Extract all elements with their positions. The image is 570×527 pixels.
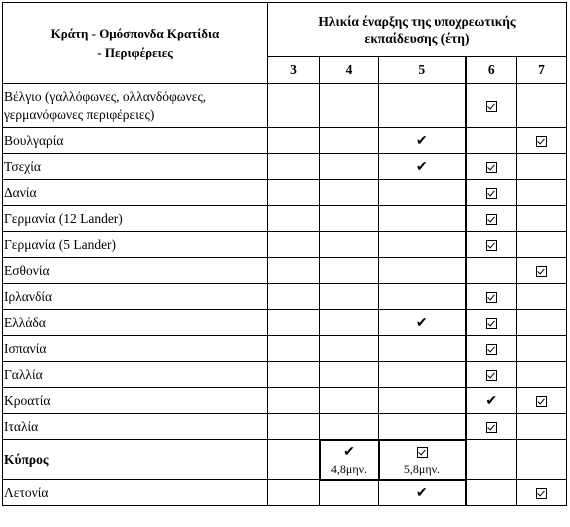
- age-5-cell: [379, 84, 466, 128]
- checkmark-icon: ✔: [343, 444, 355, 460]
- country-name-cell: [3, 440, 268, 480]
- country-name: Γερμανία (5 Lander): [4, 236, 117, 252]
- country-name: Δανία: [4, 184, 37, 200]
- age-4-cell: [320, 84, 379, 128]
- age-5-cell: [379, 388, 466, 414]
- age-7-cell: [517, 128, 567, 154]
- age-5-cell: [379, 414, 466, 440]
- country-name-cell: [3, 206, 268, 232]
- table-row: [3, 480, 567, 506]
- age-7-cell: [517, 154, 567, 180]
- checked-box-icon: [486, 318, 497, 329]
- table-row: [3, 128, 567, 154]
- age-3-cell: [268, 232, 320, 258]
- checked-box-icon: [486, 101, 497, 112]
- country-name-cell: [3, 84, 268, 128]
- age-3-cell: [268, 154, 320, 180]
- age-5-header: 5: [379, 57, 466, 84]
- checked-box-icon: [486, 344, 497, 355]
- age-7-cell: [517, 84, 567, 128]
- countries-header-line1: Κράτη - Ομόσπονδα Κρατίδια: [50, 26, 220, 41]
- table-row: [3, 440, 567, 480]
- table-row: [3, 414, 567, 440]
- country-name: Ιταλία: [4, 418, 39, 434]
- age-7-cell: [517, 232, 567, 258]
- age-note: 5,8μην.: [403, 461, 441, 476]
- table-row: [3, 180, 567, 206]
- age-4-cell: [320, 154, 379, 180]
- age-5-cell: [379, 480, 466, 506]
- age-3-cell: [268, 84, 320, 128]
- age-7-cell: [517, 258, 567, 284]
- age-7-cell: [517, 310, 567, 336]
- country-name: Κύπρος: [4, 451, 49, 467]
- age-7-cell: [517, 180, 567, 206]
- age-3-cell: [268, 414, 320, 440]
- age-6-header: 6: [466, 57, 517, 84]
- countries-header-line2: - Περιφέρειες: [97, 45, 173, 60]
- table-row: [3, 336, 567, 362]
- age-3-cell: [268, 284, 320, 310]
- age-7-cell: [517, 388, 567, 414]
- age-3-cell: [268, 480, 320, 506]
- country-name-cell: [3, 362, 268, 388]
- age-7-cell: [517, 414, 567, 440]
- age-7-cell: [517, 206, 567, 232]
- age-3-cell: [268, 336, 320, 362]
- checked-box-icon: [486, 422, 497, 433]
- country-name-cell: [3, 258, 268, 284]
- checked-box-icon: [536, 266, 547, 277]
- checked-box-icon: [417, 447, 428, 458]
- age-5-cell: [379, 362, 466, 388]
- age-note: 4,8μην.: [330, 461, 368, 476]
- age-4-cell: [320, 414, 379, 440]
- age-6-cell: [466, 128, 517, 154]
- table-row: [3, 258, 567, 284]
- age-6-cell: [466, 362, 517, 388]
- checkmark-icon: ✔: [415, 315, 428, 331]
- age-6-cell: [466, 206, 517, 232]
- age-4-cell: [320, 128, 379, 154]
- country-name: Λετονία: [4, 484, 49, 500]
- checked-box-icon: [486, 292, 497, 303]
- age-3-cell: [268, 180, 320, 206]
- age-6-cell: [466, 232, 517, 258]
- age-3-cell: [268, 388, 320, 414]
- age-5-cell: [379, 284, 466, 310]
- age-7-cell: [517, 440, 567, 480]
- age-7-cell: [517, 336, 567, 362]
- country-name: Γαλλία: [4, 366, 43, 382]
- table-row: [3, 84, 567, 128]
- age-3-cell: [268, 310, 320, 336]
- age-4-cell: [320, 388, 379, 414]
- countries-header: [3, 3, 268, 84]
- table-row: [3, 206, 567, 232]
- country-name-cell: [3, 414, 268, 440]
- checked-box-icon: [486, 370, 497, 381]
- age-5-cell: [379, 180, 466, 206]
- checkmark-icon: ✔: [415, 159, 428, 175]
- age-5-cell: [379, 440, 466, 480]
- country-name-line1: Βέλγιο (γαλλόφωνες, ολλανδόφωνες,: [4, 88, 207, 104]
- country-name: Εσθονία: [4, 262, 50, 278]
- checkmark-icon: ✔: [485, 393, 498, 409]
- age-3-cell: [268, 206, 320, 232]
- age-7-header: 7: [517, 57, 567, 84]
- age-6-cell: [466, 180, 517, 206]
- age-4-cell: [320, 480, 379, 506]
- age-6-cell: [466, 336, 517, 362]
- country-name-line2: γερμανόφωνες περιφέρειες): [4, 106, 155, 122]
- age-4-cell: [320, 284, 379, 310]
- age-group-header-line1: Ηλικία έναρξης της υποχρεωτικής: [318, 13, 516, 29]
- age-5-cell: [379, 128, 466, 154]
- age-5-cell: [379, 232, 466, 258]
- country-name: Ισπανία: [4, 340, 47, 356]
- checked-box-icon: [486, 162, 497, 173]
- country-name: Κροατία: [4, 392, 51, 408]
- country-name-cell: [3, 232, 268, 258]
- checked-box-icon: [486, 188, 497, 199]
- age-4-cell: [320, 180, 379, 206]
- country-name-cell: [3, 154, 268, 180]
- age-3-cell: [268, 258, 320, 284]
- age-5-cell: [379, 258, 466, 284]
- country-name-cell: [3, 480, 268, 506]
- age-6-cell: [466, 258, 517, 284]
- age-6-cell: [466, 284, 517, 310]
- country-name-cell: [3, 128, 268, 154]
- table-row: [3, 154, 567, 180]
- age-4-cell: [320, 258, 379, 284]
- age-5-cell: [379, 310, 466, 336]
- country-name-cell: [3, 388, 268, 414]
- age-6-cell: [466, 84, 517, 128]
- age-3-cell: [268, 440, 320, 480]
- country-name-cell: [3, 180, 268, 206]
- checked-box-icon: [536, 488, 547, 499]
- checkmark-icon: ✔: [415, 485, 428, 501]
- age-4-header: 4: [320, 57, 379, 84]
- age-5-cell: [379, 154, 466, 180]
- checkmark-icon: ✔: [415, 133, 428, 149]
- country-name-cell: [3, 310, 268, 336]
- age-4-cell: [320, 310, 379, 336]
- table-row: [3, 232, 567, 258]
- table-row: [3, 362, 567, 388]
- country-name: Ελλάδα: [4, 314, 46, 330]
- age-4-cell: [320, 232, 379, 258]
- checked-box-icon: [536, 136, 547, 147]
- checked-box-icon: [486, 240, 497, 251]
- age-group-header-line2: εκπαίδευσης (έτη): [364, 30, 470, 46]
- table-row: [3, 388, 567, 414]
- age-3-cell: [268, 362, 320, 388]
- compulsory-education-table: [2, 2, 567, 506]
- country-name-cell: [3, 284, 268, 310]
- country-name: Γερμανία (12 Lander): [4, 210, 123, 226]
- age-6-cell: [466, 154, 517, 180]
- checked-box-icon: [486, 214, 497, 225]
- age-5-cell: [379, 336, 466, 362]
- age-4-cell: [320, 362, 379, 388]
- age-6-cell: [466, 388, 517, 414]
- age-3-cell: [268, 128, 320, 154]
- table-row: [3, 284, 567, 310]
- age-group-header: [268, 3, 567, 57]
- age-6-cell: [466, 414, 517, 440]
- age-7-cell: [517, 284, 567, 310]
- age-6-cell: [466, 480, 517, 506]
- country-name-cell: [3, 336, 268, 362]
- age-5-cell: [379, 206, 466, 232]
- age-4-cell: [320, 206, 379, 232]
- country-name: Βουλγαρία: [4, 132, 64, 148]
- age-7-cell: [517, 480, 567, 506]
- age-4-cell: [320, 440, 379, 480]
- country-name: Τσεχία: [4, 158, 41, 174]
- table-row: [3, 310, 567, 336]
- age-6-cell: [466, 440, 517, 480]
- age-4-cell: [320, 336, 379, 362]
- age-6-cell: [466, 310, 517, 336]
- age-7-cell: [517, 362, 567, 388]
- checked-box-icon: [536, 396, 547, 407]
- age-3-header: 3: [268, 57, 320, 84]
- country-name: Ιρλανδία: [4, 288, 53, 304]
